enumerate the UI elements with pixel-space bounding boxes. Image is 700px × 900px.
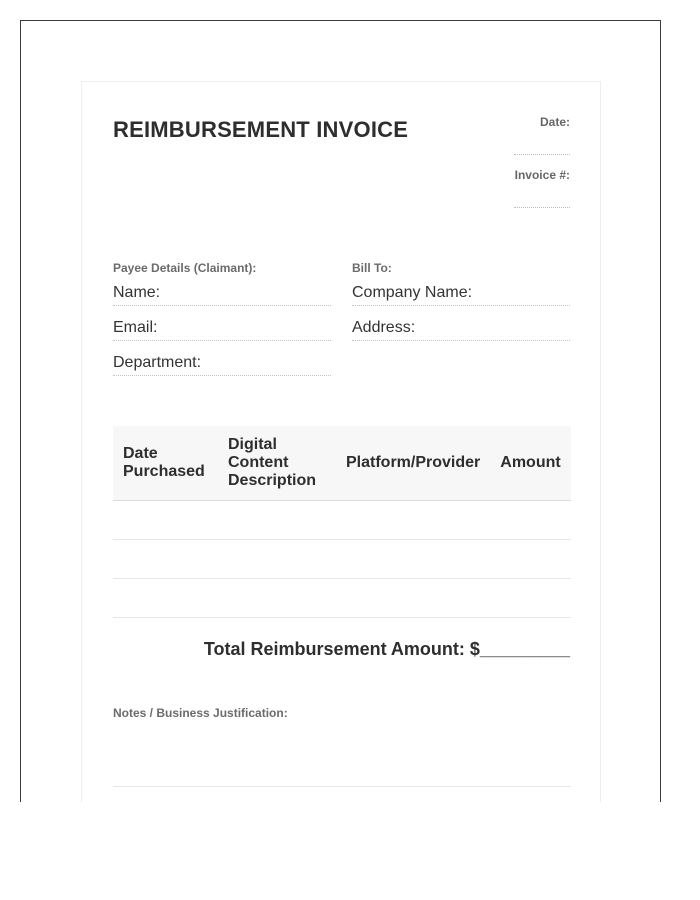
document-viewport — [20, 20, 661, 802]
table-cell[interactable] — [490, 540, 571, 579]
table-cell[interactable] — [490, 501, 571, 540]
total-amount: Total Reimbursement Amount: $_________ — [203, 639, 570, 659]
table-cell[interactable] — [490, 579, 571, 618]
address-field[interactable] — [352, 318, 570, 341]
table-cell[interactable] — [218, 540, 336, 579]
payee-heading: Payee Details (Claimant): — [113, 261, 257, 275]
invoice-number-label: Invoice #: — [514, 168, 570, 182]
table-cell[interactable] — [113, 540, 218, 579]
table-cell[interactable] — [336, 501, 490, 540]
column-header-description: Digital Content Description — [218, 426, 336, 501]
column-header-platform: Platform/Provider — [336, 426, 490, 501]
table-row — [113, 540, 571, 579]
address-label: Address: — [352, 319, 416, 336]
payee-email-label: Email: — [113, 319, 158, 336]
table-row — [113, 501, 571, 540]
invoice-title: REIMBURSEMENT INVOICE — [113, 117, 409, 142]
table-cell[interactable] — [336, 540, 490, 579]
invoice-number-field[interactable] — [514, 207, 570, 208]
column-header-amount: Amount — [490, 426, 571, 501]
table-cell[interactable] — [113, 579, 218, 618]
payee-email-field[interactable] — [113, 318, 331, 341]
payee-name-field[interactable] — [113, 283, 331, 306]
payee-name-label: Name: — [113, 284, 161, 301]
notes-field[interactable] — [113, 786, 571, 787]
payee-department-field[interactable] — [113, 353, 331, 376]
table-cell[interactable] — [336, 579, 490, 618]
date-label: Date: — [539, 115, 570, 129]
company-name-field[interactable] — [352, 283, 570, 306]
table-header-row — [113, 426, 571, 501]
bill-to-heading: Bill To: — [352, 261, 392, 275]
table-row — [113, 579, 571, 618]
table-cell[interactable] — [218, 579, 336, 618]
payee-department-label: Department: — [113, 354, 202, 371]
expense-table — [113, 426, 571, 618]
notes-label: Notes / Business Justification: — [113, 706, 288, 720]
invoice-page — [81, 81, 601, 802]
table-cell[interactable] — [113, 501, 218, 540]
table-cell[interactable] — [218, 501, 336, 540]
date-field[interactable] — [514, 154, 570, 155]
company-name-label: Company Name: — [352, 284, 473, 301]
column-header-date-purchased: Date Purchased — [113, 426, 218, 501]
